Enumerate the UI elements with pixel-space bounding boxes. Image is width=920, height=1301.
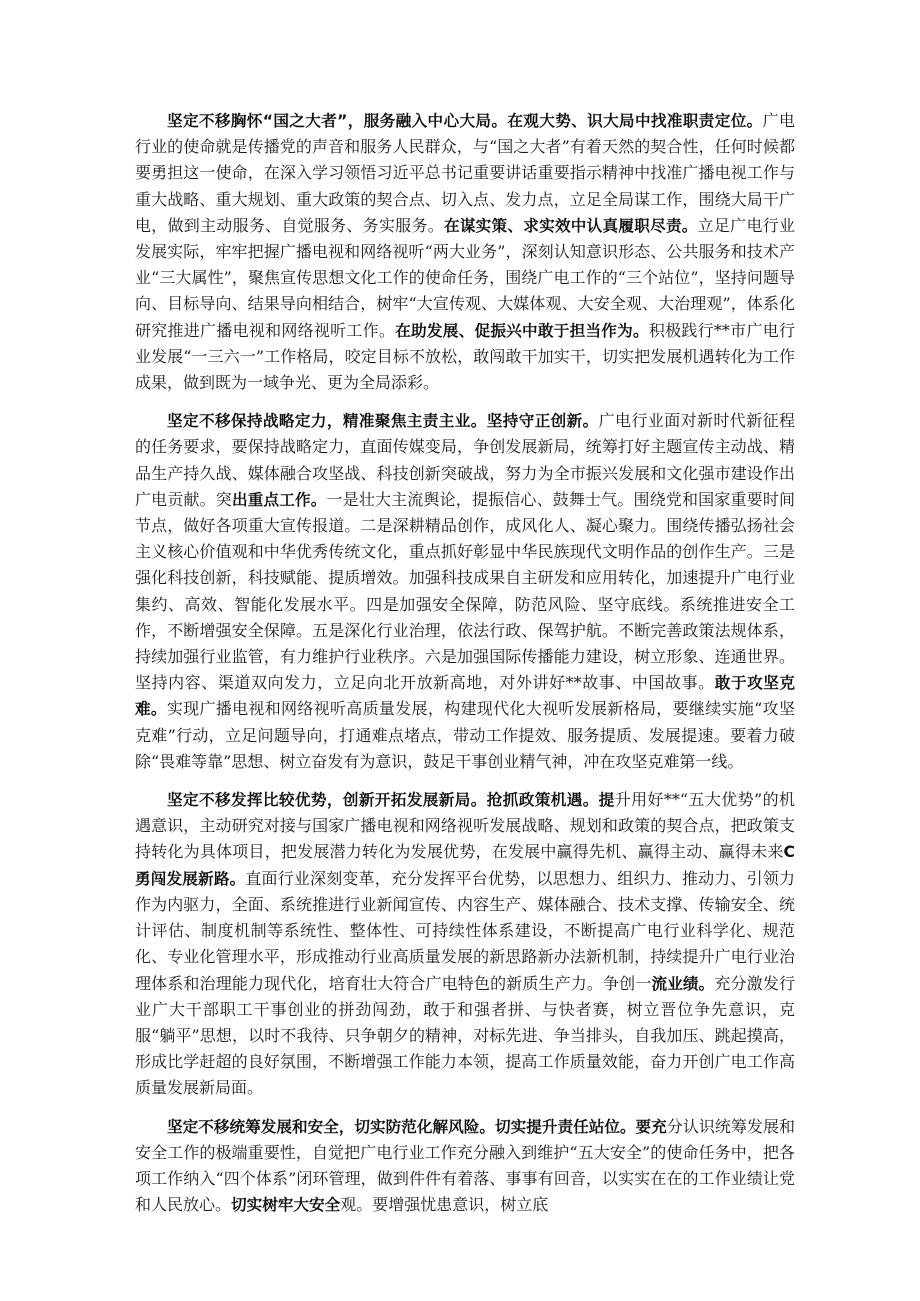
- body-text: 充分激发行业广大干部职工干事创业的拼劲闯劲，敢于和强者拼、与快者赛，树立晋位争先意识，克服“躺平”思想，以时不我待、只争朝夕的精神，对标先进、争当排头，自我加压、跳起摸高，形成比学赶超的良好氛围，不断增强工作能力本领，提高工作质量效能，奋力开创广电工作高质量发展新局面。: [135, 973, 795, 1098]
- bold-heading-text: 切实树牢大安全: [231, 1196, 341, 1215]
- body-text: 升用好**“五大优势”的机遇意识，主动研究对接与国家广播电视和网络视听发展战略、规划和政策的契合点，把政策支持转化为具体项目，把发展潜力转化为发展优势，在发展中赢得先机、赢得主动、赢得未来: [135, 790, 795, 862]
- bold-heading-text: 流业绩。: [651, 974, 715, 993]
- paragraph: [135, 408, 795, 775]
- body-text: 一是壮大主流舆论，提振信心、鼓舞士气。围绕党和国家重要时间节点，做好各项重大宣传报道。二是深耕精品创作，成风化人、凝心聚力。围绕传播弘扬社会主义核心价值观和中华优秀传统文化，重点抓好彰显中华民族现代文明作品的创作生产。三是强化科技创新，科技赋能、提质增效。加强科技成果自主研发和应用转化，加速提升广电行业集约、高效、智能化发展水平。四是加强安全保障，防范风险、坚守底线。系统推进安全工作，不断增强安全保障。五是深化行业治理，依法行政、保驾护航。不断完善政策法规体系，持续加强行业监管，有力维护行业秩序。六是加强国际传播能力建设，树立形象、连通世界。坚持内容、渠道双向发力，立足向北开放新高地，对外讲好**故事、中国故事。: [135, 489, 795, 693]
- body-text: 分认识统筹发展和安全工作的极端重要性，自觉把广电行业工作充分融入到维护“五大安全”的使命任务中，把各项工作纳入“四个体系”闭环管理，做到件件有着落、事事有回音，以实实在在的工作业绩让党和人民放心。: [135, 1116, 795, 1215]
- bold-heading-text: 敢于攻坚克难。: [135, 674, 795, 719]
- bold-heading-text: 坚定不移保持战略定力，精准聚焦主责主业。坚持守正创新。: [167, 412, 599, 431]
- bold-heading-text: 在谋实策、求实效中认真履职尽责。: [443, 216, 698, 235]
- bold-heading-text: 坚定不移胸怀“国之大者”，服务融入中心大局。在观大势、识大局中找准职责定位。: [167, 112, 763, 130]
- body-text: 立足广电行业发展实际，牢牢把握广播电视和网络视听“两大业务”，深刻认知意识形态、公共服务和技术产业“三大属性”，聚焦宣传思想文化工作的使命任务，围绕广电工作的“三个站位”，坚持问题导向、目标导向、结果导向相结合，树牢“大宣传观、大媒体观、大安全观、大治理观”，体系化研究推进广播电视和网络视听工作。: [135, 215, 795, 340]
- bold-heading-text: 出重点工作。: [231, 490, 327, 509]
- paragraph: [135, 1114, 795, 1219]
- body-text: 实现广播电视和网络视听高质量发展，构建现代化大视听发展新格局，要继续实施“攻坚克难”行动，立足问题导向，打通难点堵点，带动工作提效、服务提质、发展提速。要着力破除“畏难等靠”思想、树立奋发有为意识，鼓足干事创业精气神，冲在攻坚克难第一线。: [135, 699, 795, 771]
- bold-heading-text: 坚定不移统筹发展和安全，切实防范化解风险。切实提升责任站位。要充: [167, 1117, 667, 1136]
- body-text: 广电行业的使命就是传播党的声音和服务人民群众，与“国之大者”有着天然的契合性，任何时候都要勇担这一使命，在深入学习领悟习近平总书记重要讲话重要指示精神中找准广播电视工作与重大战略、重大规划、重大政策的契合点、切入点、发力点，立足全局谋工作，围绕大局干广电，做到主动服务、自觉服务、务实服务。: [135, 111, 795, 235]
- body-text: 积极践行**市广电行业发展“一三六一”工作格局，咬定目标不放松，敢闯敢干加实干，切实把发展机遇转化为工作成果，做到既为一域争光、更为全局添彩。: [135, 320, 795, 393]
- body-text: 广电行业面对新时代新征程的任务要求，要保持战略定力，直面传媒变局，争创发展新局，统筹打好主题宣传主动战、精品生产持久战、媒体融合攻坚战、科技创新突破战，努力为全市振兴发展和文化强市建设作出广电贡献。突: [135, 411, 795, 509]
- body-text: 直面行业深刻变革，充分发挥平台优势，以思想力、组织力、推动力、引领力作为内驱力，全面、系统推进行业新闻宣传、内容生产、媒体融合、技术支撑、传输安全、统计评估、制度机制等系统性、整体性、可持续性体系建设，不断提高广电行业科学化、规范化、专业化管理水平，形成推动行业高质量发展的新思路新办法新机制，持续提升广电行业治理体系和治理能力现代化，培育壮大符合广电特色的新质生产力。争创一: [135, 868, 795, 993]
- document-body: [135, 108, 795, 1218]
- paragraph: [135, 787, 795, 1101]
- bold-heading-text: C勇闯发展新路。: [135, 843, 795, 888]
- body-text: 观。要增强忧患意识，树立底: [340, 1195, 549, 1215]
- bold-heading-text: 坚定不移发挥比较优势，创新开拓发展新局。抢抓政策机遇。提: [167, 791, 615, 810]
- paragraph: [135, 108, 795, 396]
- bold-heading-text: 在助发展、促振兴中敢于担当作为。: [395, 321, 649, 340]
